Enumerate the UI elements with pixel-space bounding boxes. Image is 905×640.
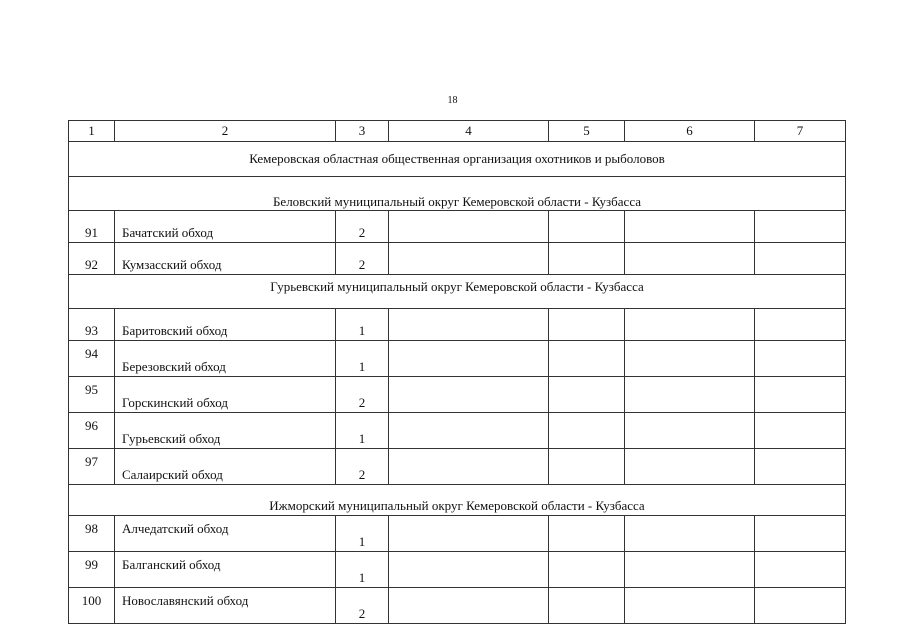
row-value: 2: [336, 377, 389, 413]
header-row: [69, 121, 846, 142]
empty-cell: [549, 552, 625, 588]
empty-cell: [625, 309, 755, 341]
row-name: Баритовский обход: [115, 309, 336, 341]
header-cell: 5: [549, 121, 625, 142]
page-number: 18: [447, 95, 458, 106]
header-cell: 3: [336, 121, 389, 142]
empty-cell: [755, 552, 846, 588]
empty-cell: [755, 341, 846, 377]
empty-cell: [389, 588, 549, 624]
row-name: Кумзасский обход: [115, 243, 336, 275]
empty-cell: [755, 588, 846, 624]
empty-cell: [549, 449, 625, 485]
row-value: 1: [336, 309, 389, 341]
empty-cell: [755, 243, 846, 275]
empty-cell: [755, 377, 846, 413]
empty-cell: [549, 309, 625, 341]
section-title: Гурьевский муниципальный округ Кемеровской области - Кузбасса: [69, 275, 846, 309]
header-cell: 2: [115, 121, 336, 142]
empty-cell: [549, 211, 625, 243]
empty-cell: [389, 377, 549, 413]
header-cell: 4: [389, 121, 549, 142]
empty-cell: [549, 377, 625, 413]
empty-cell: [755, 516, 846, 552]
section-title: Ижморский муниципальный округ Кемеровской области - Кузбасса: [69, 485, 846, 516]
row-number: 92: [69, 243, 115, 275]
row-number: 96: [69, 413, 115, 449]
row-name: Бачатский обход: [115, 211, 336, 243]
table-row: [69, 516, 846, 552]
empty-cell: [389, 516, 549, 552]
table-row: [69, 413, 846, 449]
row-value: 1: [336, 516, 389, 552]
row-number: 100: [69, 588, 115, 624]
row-name: Гурьевский обход: [115, 413, 336, 449]
row-name: Березовский обход: [115, 341, 336, 377]
empty-cell: [549, 516, 625, 552]
empty-cell: [625, 243, 755, 275]
row-value: 2: [336, 211, 389, 243]
section-title-row: [69, 177, 846, 211]
row-number: 97: [69, 449, 115, 485]
row-name: Горскинский обход: [115, 377, 336, 413]
organization-title: Кемеровская областная общественная организация охотников и рыболовов: [69, 142, 846, 177]
table-row: [69, 309, 846, 341]
empty-cell: [625, 449, 755, 485]
empty-cell: [625, 516, 755, 552]
empty-cell: [755, 309, 846, 341]
table-row: [69, 211, 846, 243]
section-title-row: [69, 275, 846, 309]
organization-title-row: [69, 142, 846, 177]
row-value: 2: [336, 449, 389, 485]
empty-cell: [625, 552, 755, 588]
empty-cell: [389, 309, 549, 341]
row-value: 1: [336, 341, 389, 377]
table-row: [69, 243, 846, 275]
empty-cell: [625, 341, 755, 377]
row-number: 98: [69, 516, 115, 552]
row-name: Балганский обход: [115, 552, 336, 588]
row-value: 1: [336, 552, 389, 588]
empty-cell: [625, 413, 755, 449]
row-value: 1: [336, 413, 389, 449]
row-number: 99: [69, 552, 115, 588]
empty-cell: [625, 588, 755, 624]
section-title: Беловский муниципальный округ Кемеровской области - Кузбасса: [69, 177, 846, 211]
row-number: 93: [69, 309, 115, 341]
row-number: 95: [69, 377, 115, 413]
header-cell: 7: [755, 121, 846, 142]
empty-cell: [755, 449, 846, 485]
empty-cell: [625, 211, 755, 243]
header-cell: 1: [69, 121, 115, 142]
table-row: [69, 341, 846, 377]
empty-cell: [389, 552, 549, 588]
row-name: Алчедатский обход: [115, 516, 336, 552]
header-cell: 6: [625, 121, 755, 142]
row-name: Новославянский обход: [115, 588, 336, 624]
row-number: 91: [69, 211, 115, 243]
empty-cell: [625, 377, 755, 413]
empty-cell: [549, 243, 625, 275]
table-row: [69, 588, 846, 624]
empty-cell: [755, 211, 846, 243]
row-value: 2: [336, 588, 389, 624]
empty-cell: [389, 243, 549, 275]
row-name: Салаирский обход: [115, 449, 336, 485]
empty-cell: [389, 449, 549, 485]
empty-cell: [389, 211, 549, 243]
empty-cell: [389, 413, 549, 449]
table-row: [69, 449, 846, 485]
empty-cell: [389, 341, 549, 377]
row-number: 94: [69, 341, 115, 377]
table-row: [69, 377, 846, 413]
section-title-row: [69, 485, 846, 516]
table-row: [69, 552, 846, 588]
empty-cell: [549, 413, 625, 449]
empty-cell: [549, 341, 625, 377]
empty-cell: [755, 413, 846, 449]
empty-cell: [549, 588, 625, 624]
row-value: 2: [336, 243, 389, 275]
data-table: [68, 120, 846, 624]
